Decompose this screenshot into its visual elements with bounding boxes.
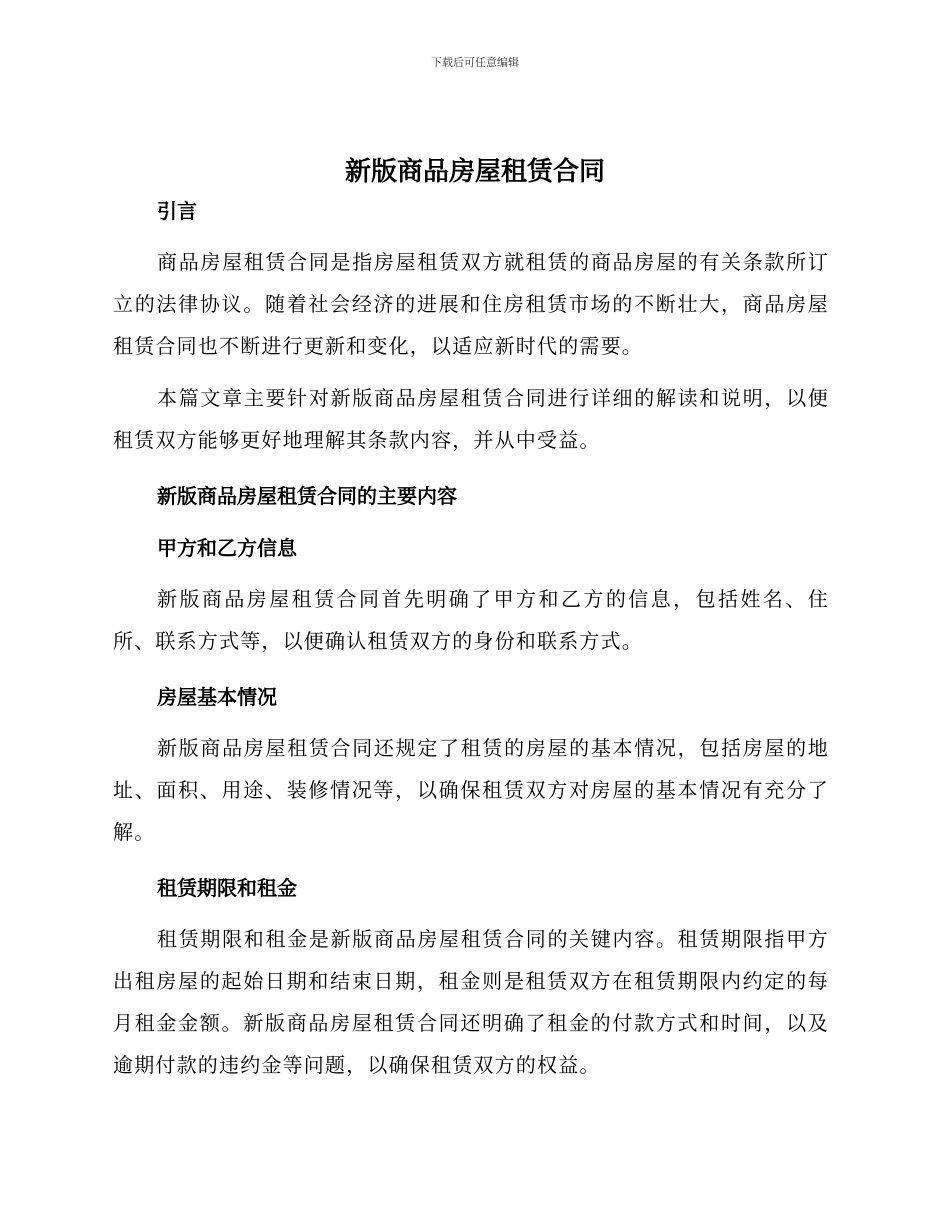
document-title: 新版商品房屋租赁合同 [344,157,605,187]
section-heading-term: 租赁期限和租金 [157,876,297,900]
paragraph-intro-1: 商品房屋租赁合同是指房屋租赁双方就租赁的商品房屋的有关条款所订立的法律协议。随着社会经济的进展和住房租赁市场的不断壮大，商品房屋租赁合同也不断进行更新和变化，以适应新时代的需要。 [113,250,829,358]
document-body [113,198,829,1086]
header-note: 下载后可任意编辑 [431,56,519,69]
section-heading-intro: 引言 [157,199,197,223]
section-heading-main: 新版商品房屋租赁合同的主要内容 [157,484,457,508]
paragraph-term: 租赁期限和租金是新版商品房屋租赁合同的关键内容。租赁期限指甲方出租房屋的起始日期和结束日期，租金则是租赁双方在租赁期限内约定的每月租金金额。新版商品房屋租赁合同还明确了租金的付款方式和时间，以及逾期付款的违约金等问题，以确保租赁双方的权益。 [113,927,829,1077]
paragraph-intro-2: 本篇文章主要针对新版商品房屋租赁合同进行详细的解读和说明，以便租赁双方能够更好地理解其条款内容，并从中受益。 [113,386,829,452]
section-heading-house: 房屋基本情况 [157,685,277,709]
section-heading-parties: 甲方和乙方信息 [157,536,297,560]
paragraph-parties: 新版商品房屋租赁合同首先明确了甲方和乙方的信息，包括姓名、住所、联系方式等，以便确认租赁双方的身份和联系方式。 [113,587,829,653]
paragraph-house: 新版商品房屋租赁合同还规定了租赁的房屋的基本情况，包括房屋的地址、面积、用途、装修情况等，以确保租赁双方对房屋的基本情况有充分了解。 [113,736,829,844]
